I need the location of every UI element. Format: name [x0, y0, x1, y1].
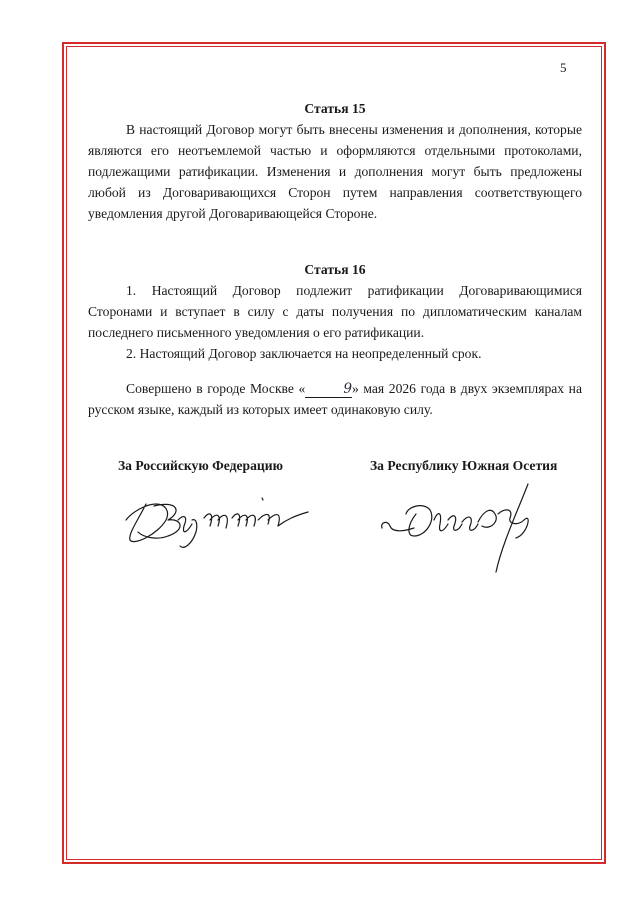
article-15 [88, 98, 582, 224]
closing-before: Совершено в городе Москве « [126, 381, 306, 396]
closing-day: 9 [305, 382, 352, 398]
signature-left-image [118, 490, 338, 550]
document-body [88, 98, 582, 420]
article-15-text: В настоящий Договор могут быть внесены изменения и дополнения, которые являются его неотъемлемой частью и оформляются отдельными протоколами, подлежащими ратификации. Изменения и дополнения могут быть предложены любой из Договаривающихся Сторон путем направления соответствующего уведомления другой Договаривающейся Стороне. [88, 122, 582, 221]
closing-statement [88, 378, 582, 420]
article-16-title: Статья 16 [304, 262, 366, 277]
signatory-right-label: За Республику Южная Осетия [370, 458, 558, 473]
article-16-paragraph-1: 1. Настоящий Договор подлежит ратификации Договаривающимися Сторонами и вступает в силу с даты получения по дипломатическим каналам последнего письменного уведомления о его ратификации. [88, 283, 582, 340]
article-16 [88, 259, 582, 364]
article-16-paragraph-2: 2. Настоящий Договор заключается на неопределенный срок. [126, 346, 482, 361]
signatory-left-label: За Российскую Федерацию [118, 458, 283, 473]
closing-after: » мая 2026 года в двух экземплярах на русском языке, каждый из которых имеет одинаковую силу. [88, 381, 582, 417]
signature-right-image [378, 480, 558, 576]
page-number: 5 [560, 60, 567, 75]
article-15-title: Статья 15 [304, 101, 366, 116]
signatories-row [88, 458, 588, 478]
